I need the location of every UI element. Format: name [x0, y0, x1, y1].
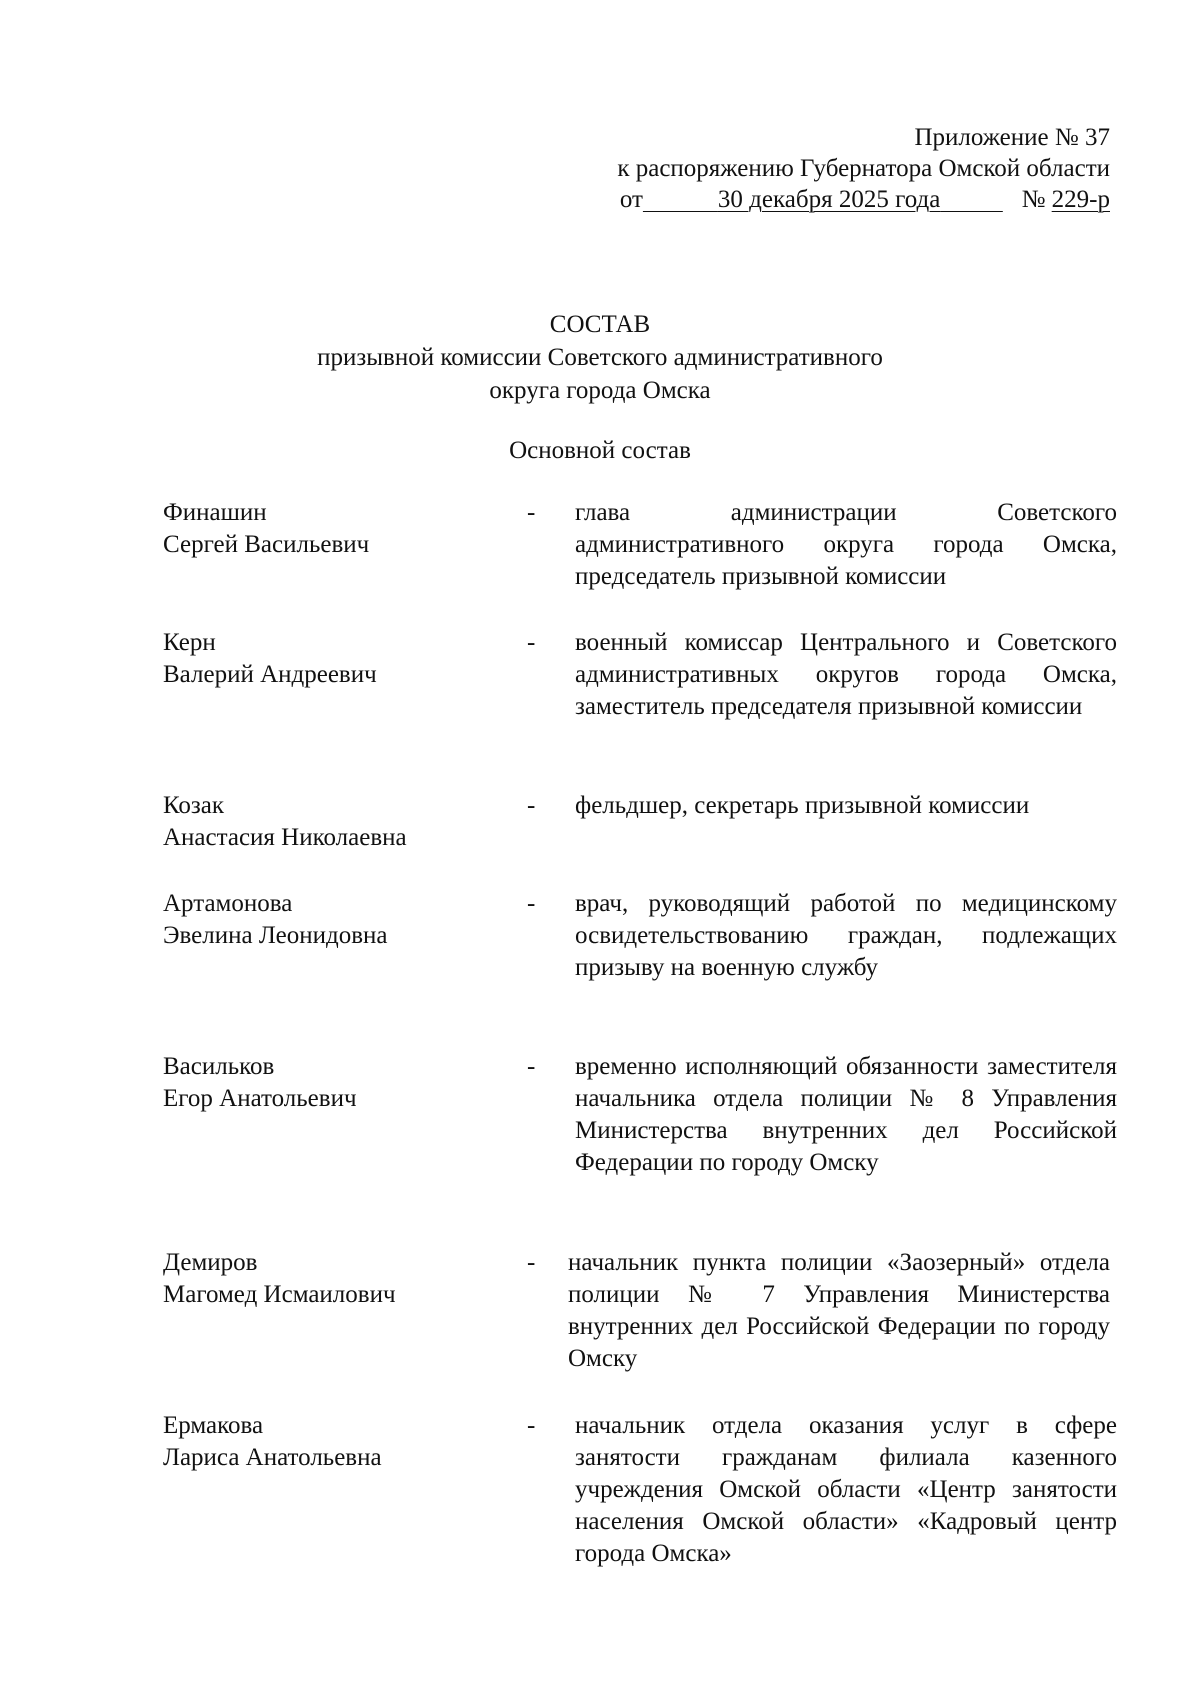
member-given-name: Егор Анатольевич	[163, 1085, 357, 1112]
separator-dash: -	[527, 890, 536, 917]
member-role: врач, руководящий работой по медицинскому освидетельствованию граждан, подлежащих призыву на военную службу	[575, 890, 1117, 981]
member-role: военный комиссар Центрального и Советского административных округов города Омска, заместитель председателя призывной комиссии	[575, 629, 1117, 720]
member-surname: Артамонова	[163, 890, 293, 917]
separator-dash: -	[527, 629, 536, 656]
order-reference: к распоряжению Губернатора Омской области	[617, 155, 1110, 182]
member-given-name: Анастасия Николаевна	[163, 824, 407, 851]
member-role: фельдшер, секретарь призывной комиссии	[575, 792, 1030, 819]
member-given-name: Магомед Исмаилович	[163, 1281, 396, 1308]
separator-dash: -	[527, 1249, 536, 1276]
member-name	[163, 1410, 382, 1474]
member-surname: Финашин	[163, 499, 267, 526]
title-line-1: призывной комиссии Советского административного	[317, 344, 883, 371]
member-surname: Козак	[163, 792, 225, 819]
member-given-name: Сергей Васильевич	[163, 531, 370, 558]
member-surname: Керн	[163, 629, 216, 656]
document-title	[0, 308, 1200, 407]
separator-dash: -	[527, 1053, 536, 1080]
order-date: 30 декабря 2025 года	[717, 186, 941, 213]
separator-dash: -	[527, 792, 536, 819]
appendix-number: Приложение № 37	[914, 124, 1110, 151]
order-date-line	[617, 184, 1110, 215]
member-surname: Ермакова	[163, 1412, 264, 1439]
member-name	[163, 1051, 357, 1115]
member-role: глава администрации Советского административного округа города Омска, председатель призывной комиссии	[575, 499, 1117, 590]
order-number: 229-р	[1051, 186, 1110, 213]
member-name	[163, 790, 407, 854]
from-label: от	[619, 186, 643, 213]
member-name	[163, 497, 369, 561]
member-given-name: Эвелина Леонидовна	[163, 922, 388, 949]
member-role: временно исполняющий обязанности заместителя начальника отдела полиции № 8 Управления Министерства внутренних дел Российской Федерации по городу Омску	[575, 1053, 1117, 1176]
member-name	[163, 627, 377, 691]
member-given-name: Лариса Анатольевна	[163, 1444, 382, 1471]
member-name	[163, 888, 387, 952]
number-label: №	[1021, 186, 1046, 213]
member-role: начальник пункта полиции «Заозерный» отдела полиции № 7 Управления Министерства внутренних дел Российской Федерации по городу Омску	[568, 1249, 1110, 1372]
member-name	[163, 1247, 396, 1311]
document-header	[617, 122, 1110, 215]
member-surname: Демиров	[163, 1249, 258, 1276]
title-main: СОСТАВ	[549, 311, 651, 338]
member-role: начальник отдела оказания услуг в сфере занятости гражданам филиала казенного учреждения Омской области «Центр занятости населения Омской области» «Кадровый центр города Омска»	[575, 1412, 1117, 1567]
title-line-2: округа города Омска	[489, 377, 711, 404]
member-given-name: Валерий Андреевич	[163, 661, 377, 688]
separator-dash: -	[527, 499, 536, 526]
separator-dash: -	[527, 1412, 536, 1439]
member-surname: Васильков	[163, 1053, 275, 1080]
section-title: Основной состав	[509, 437, 691, 464]
